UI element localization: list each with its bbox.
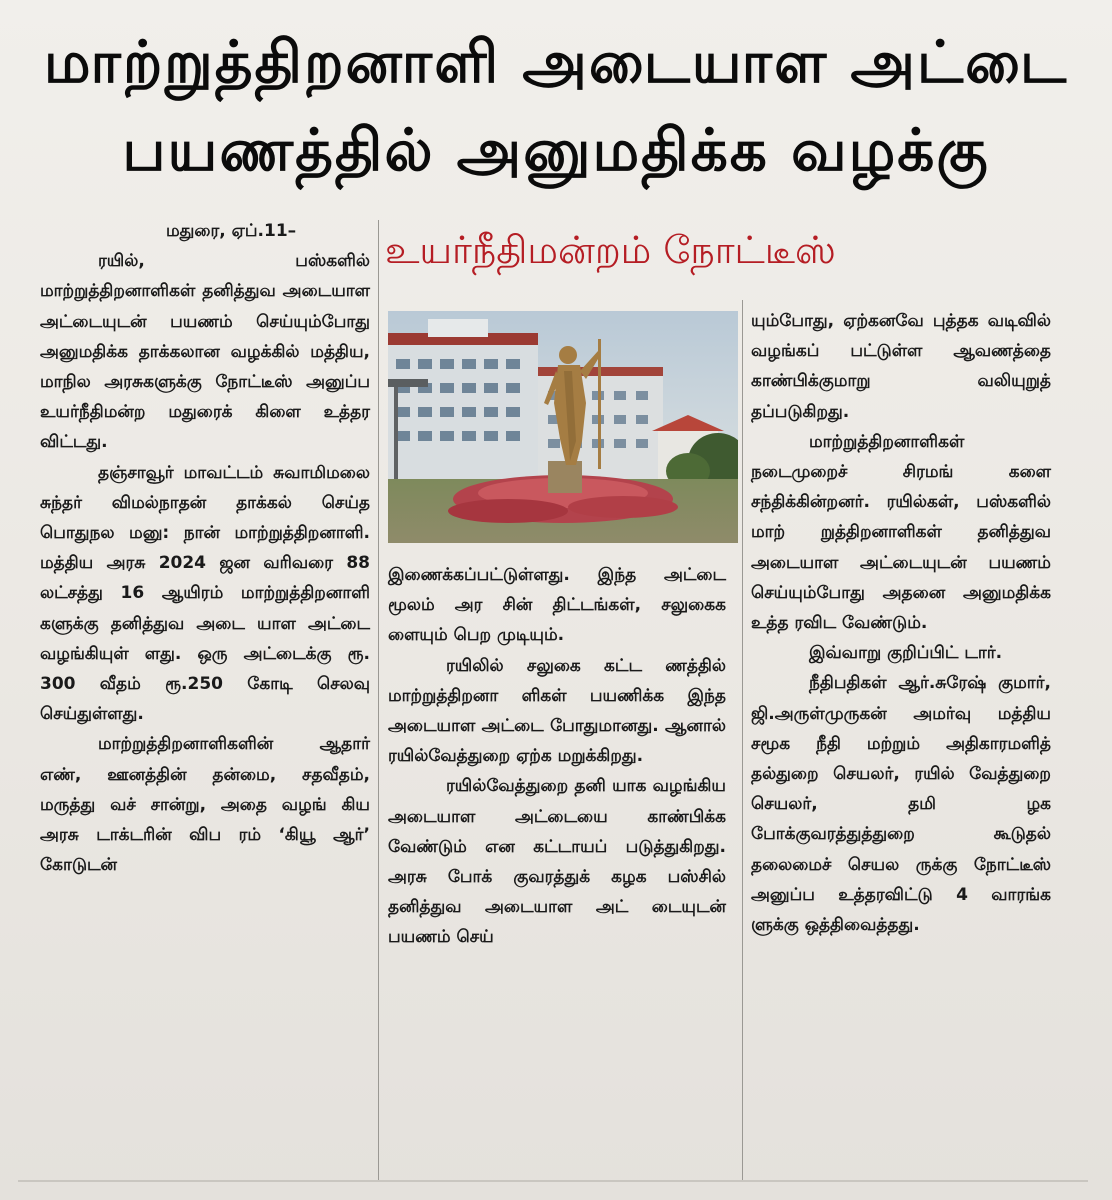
column-divider-1 xyxy=(378,220,379,1180)
column-divider-2 xyxy=(742,300,743,1180)
court-building-statue-photo xyxy=(388,311,738,543)
column1-paragraph-3: மாற்றுத்திறனாளிகளின் ஆதார் எண், ஊனத்தின் தன்மை, சதவீதம், மருத்து வச் சான்று, அதை வழங் கிய அரசு டாக்டரின் விப ரம் ‘கியூ ஆர்’ கோடுடன் xyxy=(40,734,370,876)
photo-illustration xyxy=(388,311,738,543)
column1-paragraph-2: தஞ்சாவூர் மாவட்டம் சுவாமிமலை சுந்தர் விமல்நாதன் தாக்கல் செய்த பொதுநல மனு: நான் மாற்றுத்திறனாளி. மத்திய அரசு 2024 ஜன வரிவரை 88 லட்சத்து 16 ஆயிரம் மாற்றுத்திறனாளி களுக்கு தனித்துவ அடை யாள அட்டை வழங்கியுள் ளது. ஒரு அட்டைக்கு ரூ. 300 வீதம் ரூ.250 கோடி செலவு செய்துள்ளது. xyxy=(40,462,370,725)
headline-line-2: பயணத்தில் அனுமதிக்க வழக்கு xyxy=(122,116,990,184)
column3-paragraph-2: மாற்றுத்திறனாளிகள் நடைமுறைச் சிரமங் களை சந்திக்கின்றனர். ரயில்கள், பஸ்களில் மாற் றுத்திறனாளிகள் தனித்துவ அடையாள அட்டையுடன் பயணம் செய்யும்போது அதனை அனுமதிக்க உத்த ரவிட வேண்டும். xyxy=(751,431,1051,634)
headline-line-1: மாற்றுத்திறனாளி அடையாள அட்டை xyxy=(43,28,1069,96)
column2-paragraph-2: ரயிலில் சலுகை கட்ட ணத்தில் மாற்றுத்திறனா ளிகள் பயணிக்க இந்த அடையாள அட்டை போதுமானது. ஆனால் ரயில்வேத்துறை ஏற்க மறுக்கிறது. xyxy=(388,655,726,767)
column3-paragraph-1: யும்போது, ஏற்கனவே புத்தக வடிவில் வழங்கப் பட்டுள்ள ஆவணத்தை காண்பிக்குமாறு வலியுறுத் தப்படுகிறது. xyxy=(751,311,1051,422)
column1-paragraph-1: ரயில், பஸ்களில் மாற்றுத்திறனாளிகள் தனித்துவ அடையாள அட்டையுடன் பயணம் செய்யும்போது அனுமதிக்க தாக்கலான வழக்கில் மத்திய, மாநில அரசுகளுக்கு நோட்டீஸ் அனுப்ப உயர்நீதிமன்ற மதுரைக் கிளை உத்தர விட்டது. xyxy=(40,251,370,453)
subheadline: உயர்நீதிமன்றம் நோட்டீஸ் xyxy=(385,228,836,272)
article-column-3 xyxy=(751,306,1051,940)
article-column-2 xyxy=(388,560,726,953)
dateline: மதுரை, ஏப்.11– xyxy=(166,221,297,241)
column2-paragraph-3: ரயில்வேத்துறை தனி யாக வழங்கிய அடையாள அட்டையை காண்பிக்க வேண்டும் என கட்டாயப் படுத்துகிறது. அரசு போக் குவரத்துக் கழக பஸ்சில் தனித்துவ அடையாள அட் டையுடன் பயணம் செய் xyxy=(388,776,726,948)
column3-paragraph-4: நீதிபதிகள் ஆர்.சுரேஷ் குமார், ஜி.அருள்முருகன் அமர்வு மத்திய சமூக நீதி மற்றும் அதிகாரமளித் தல்துறை செயலர், ரயில் வேத்துறை செயலர், தமி ழக போக்குவரத்துத்துறை கூடுதல் தலைமைச் செயல ருக்கு நோட்டீஸ் அனுப்ப உத்தரவிட்டு 4 வாரங்க ளுக்கு ஒத்திவைத்தது. xyxy=(751,673,1051,936)
bottom-rule xyxy=(18,1180,1088,1182)
column3-paragraph-3: இவ்வாறு குறிப்பிட் டார். xyxy=(809,643,1003,664)
column2-paragraph-1: இணைக்கப்பட்டுள்ளது. இந்த அட்டை மூலம் அர சின் திட்டங்கள், சலுகைக ளையும் பெற முடியும். xyxy=(388,565,726,646)
article-column-1 xyxy=(40,216,370,880)
